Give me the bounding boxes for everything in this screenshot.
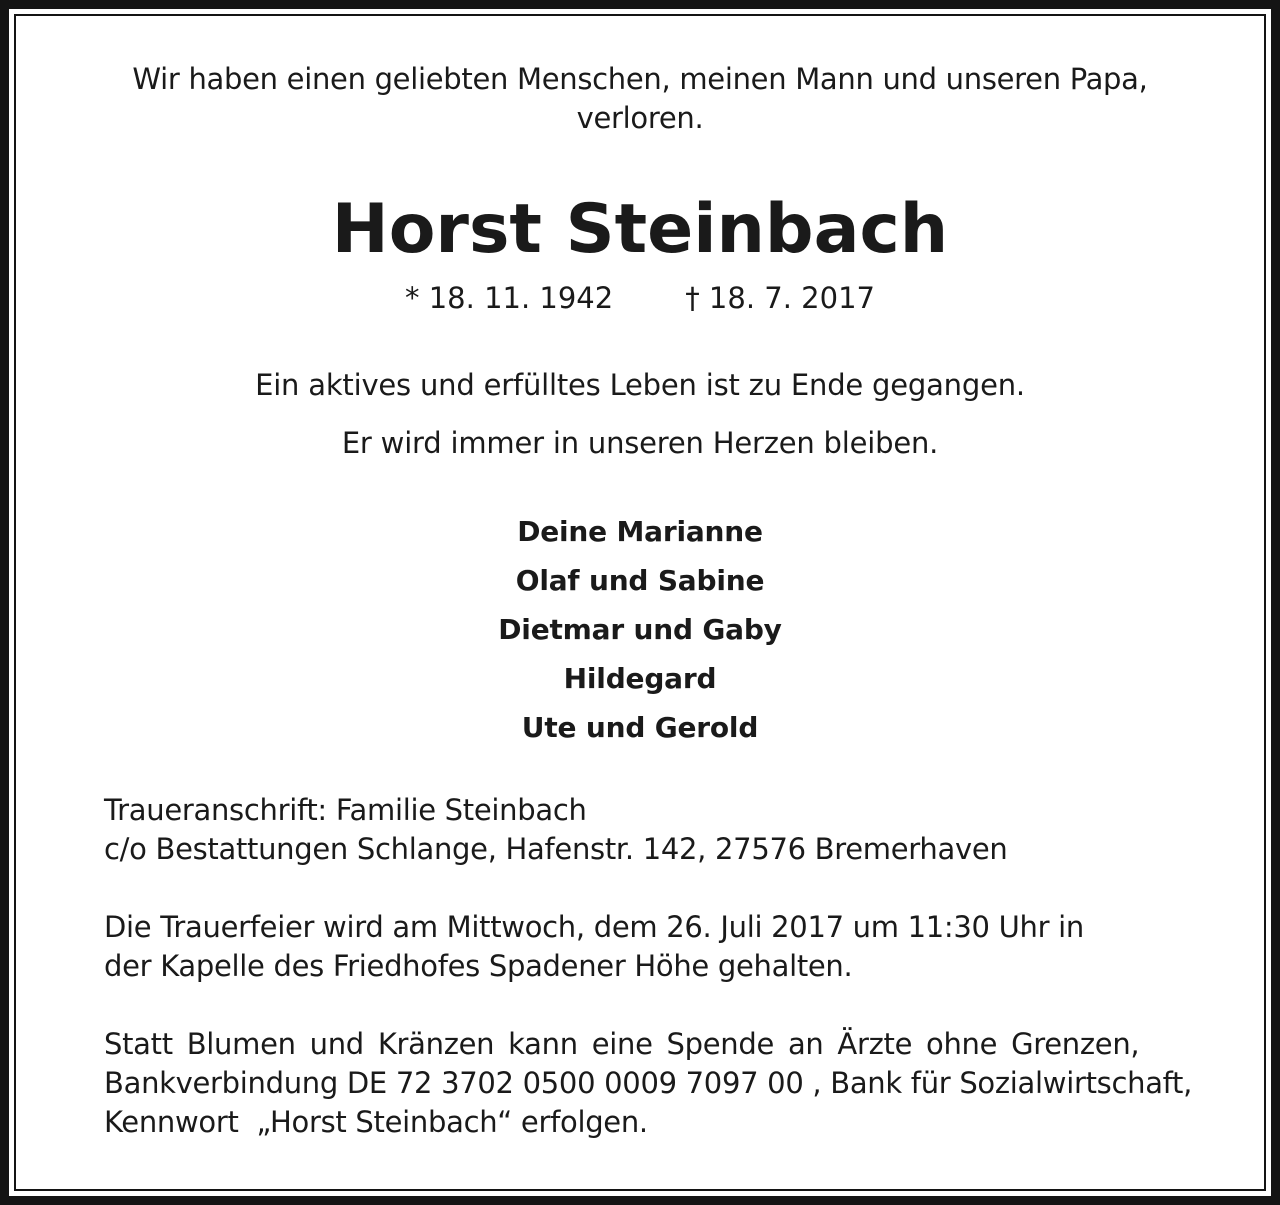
donation-line-1: Statt Blumen und Kränzen kann eine Spende an Ärzte ohne Grenzen, xyxy=(104,1027,1140,1061)
donation-line-3: Kennwort „Horst Steinbach“ erfolgen. xyxy=(104,1105,648,1139)
address-line-2 xyxy=(104,830,1178,869)
intro-line-2: verloren. xyxy=(576,101,704,135)
ceremony-notice xyxy=(104,908,1178,986)
tribute-line-2: Er wird immer in unseren Herzen bleiben. xyxy=(341,426,939,460)
ceremony-line-1: Die Trauerfeier wird am Mittwoch, dem 26. Juli 2017 um 11:30 Uhr in xyxy=(104,910,1084,944)
mourning-address xyxy=(104,791,1178,869)
address-line-1: Traueranschrift: Familie Steinbach xyxy=(104,793,587,827)
signer-name: Dietmar und Gaby xyxy=(498,613,782,646)
signer-name: Hildegard xyxy=(563,662,717,695)
death-date: † 18. 7. 2017 xyxy=(685,281,875,315)
deceased-name: Horst Steinbach xyxy=(331,190,949,269)
intro-line-1: Wir haben einen geliebten Menschen, meinen Mann und unseren Papa, xyxy=(132,62,1148,96)
signers-list xyxy=(0,507,1280,752)
tribute-line-1: Ein aktives und erfülltes Leben ist zu Ende gegangen. xyxy=(255,368,1025,402)
signer-name: Ute und Gerold xyxy=(521,711,759,744)
donation-line-2: Bankverbindung DE 72 3702 0500 0009 7097 00 , Bank für Sozialwirtschaft, xyxy=(104,1066,1193,1100)
signer-name: Olaf und Sabine xyxy=(515,564,765,597)
birth-date: * 18. 11. 1942 xyxy=(405,281,614,315)
donation-notice xyxy=(104,1025,1193,1142)
address-line-2-text: c/o Bestattungen Schlange, Hafenstr. 142, 27576 Bremerhaven xyxy=(104,832,1008,866)
signer-name: Deine Marianne xyxy=(517,515,763,548)
life-dates xyxy=(0,280,1280,316)
ceremony-line-2: der Kapelle des Friedhofes Spadener Höhe gehalten. xyxy=(104,949,853,983)
intro-text xyxy=(0,60,1280,138)
